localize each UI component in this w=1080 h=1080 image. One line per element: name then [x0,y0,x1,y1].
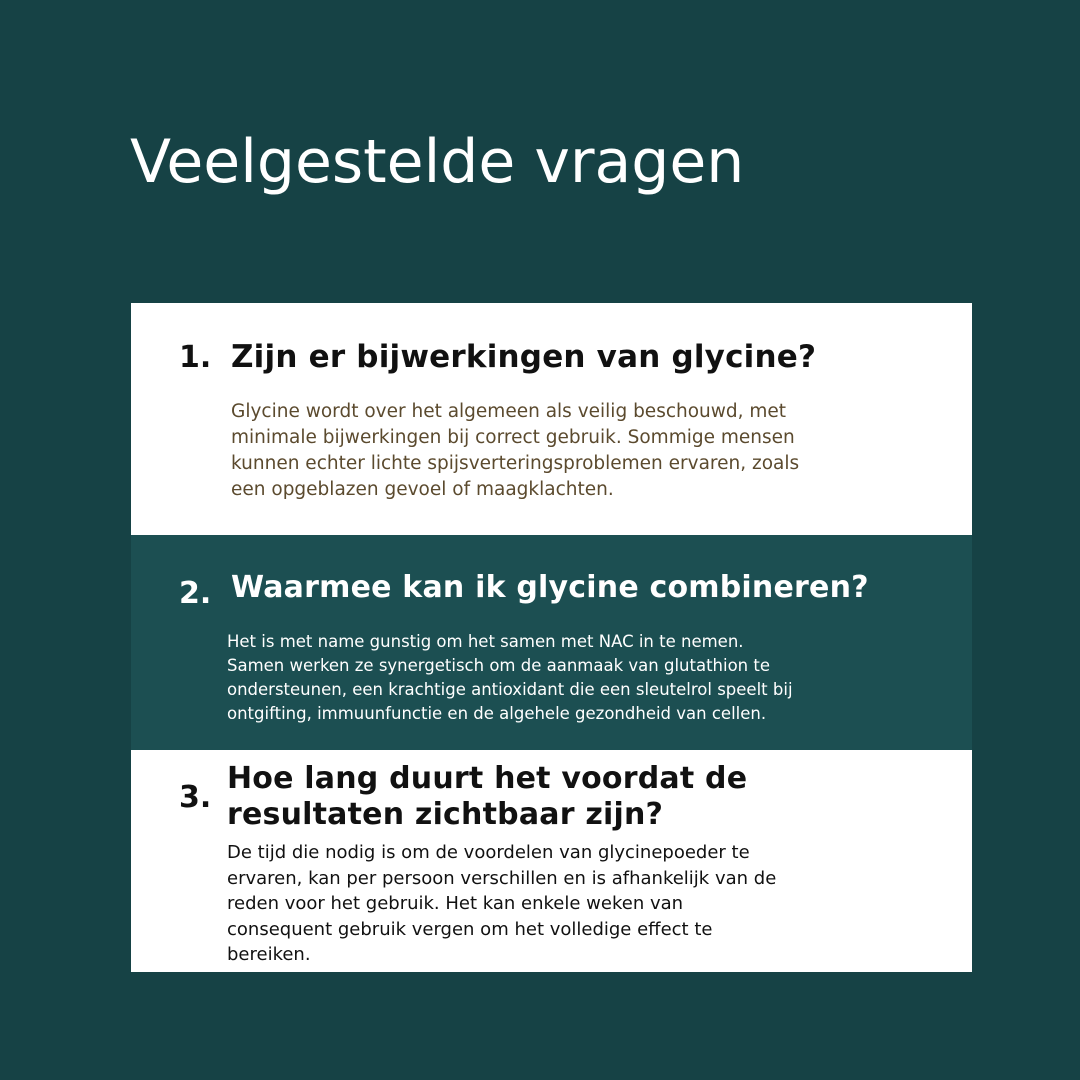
faq-question-line: resultaten zichtbaar zijn? [227,797,664,832]
faq-answer-line: De tijd die nodig is om de voordelen van glycinepoeder te [227,842,750,863]
faq-answer-line: bereiken. [227,944,311,965]
faq-question [231,337,816,377]
faq-answer-line: consequent gebruik vergen om het volledige effect te [227,918,713,940]
faq-answer [227,630,793,726]
faq-question-line: Hoe lang duurt het voordat de [227,761,748,796]
faq-answer-line: ondersteunen, een krachtige antioxidant die een sleutelrol speelt bij [227,680,793,699]
faq-answer-line: een opgeblazen gevoel of maagklachten. [231,479,614,500]
faq-answer-line: ontgifting, immuunfunctie en de algehele gezondheid van cellen. [227,704,767,723]
faq-question-line: Zijn er bijwerkingen van glycine? [231,339,817,375]
faq-number: 1. [179,340,212,375]
faq-question-line: Waarmee kan ik glycine combineren? [231,570,869,605]
faq-answer-line: kunnen echter lichte spijsverteringsproblemen ervaren, zoals [231,453,800,474]
faq-answer [227,840,776,968]
faq-question [231,568,869,608]
faq-item-2 [131,535,972,750]
faq-answer-line: ervaren, kan per persoon verschillen en is afhankelijk van de [227,867,777,889]
faq-answer-line: reden voor het gebruik. Het kan enkele weken van [227,893,684,914]
faq-answer-line: Glycine wordt over het algemeen als veilig beschouwd, met [231,401,787,422]
faq-answer-line: minimale bijwerkingen bij correct gebruik. Sommige mensen [231,427,795,448]
faq-answer-line: Het is met name gunstig om het samen met NAC in te nemen. [227,632,744,651]
faq-number: 3. [179,780,212,815]
faq-answer-line: Samen werken ze synergetisch om de aanmaak van glutathion te [227,656,770,675]
faq-item-3 [131,750,972,972]
faq-answer [231,399,799,503]
page-title: Veelgestelde vragen [130,127,745,197]
faq-question [227,761,747,833]
faq-number: 2. [179,576,212,611]
faq-item-1 [131,303,972,535]
